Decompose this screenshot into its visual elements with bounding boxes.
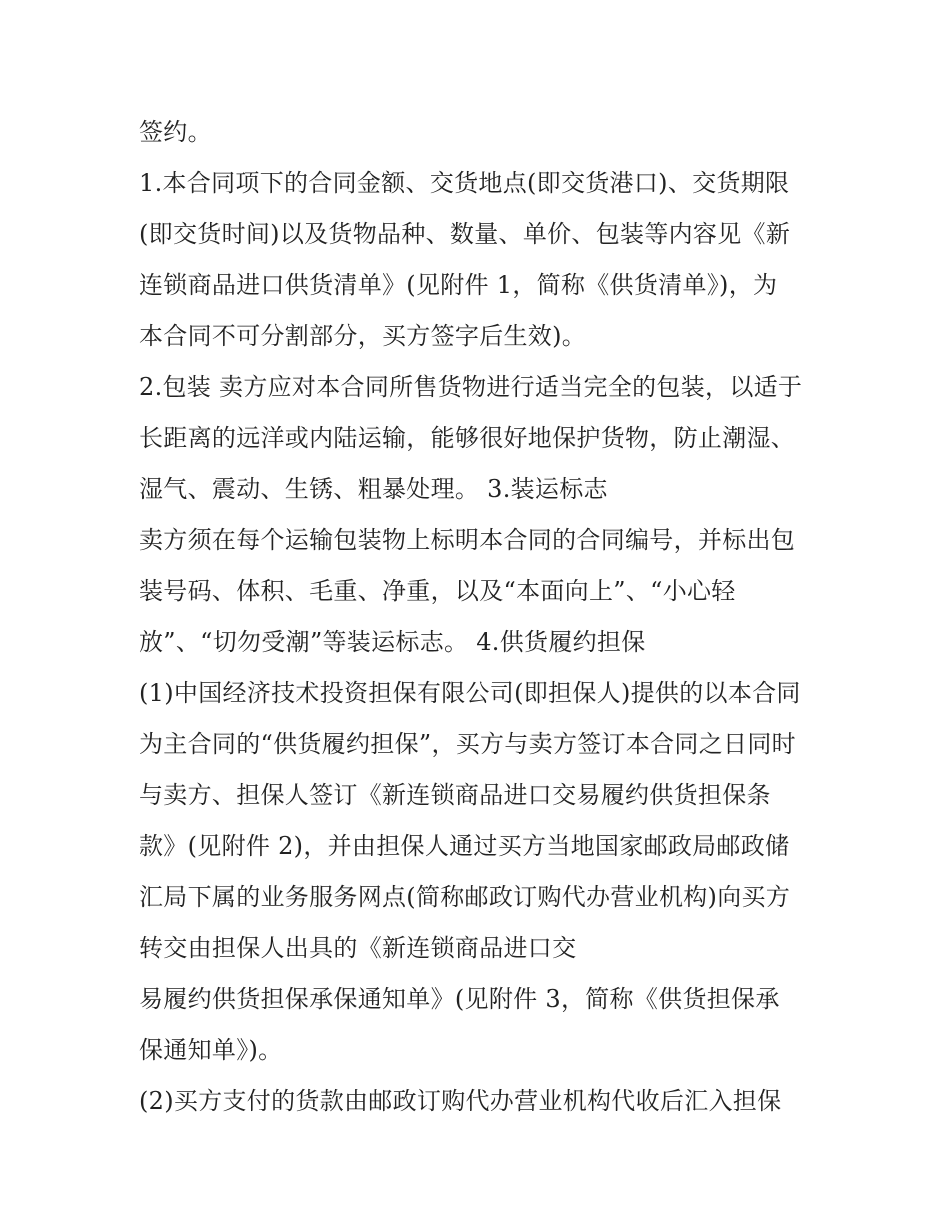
text-line: (1)中国经济技术投资担保有限公司(即担保人)提供的以本合同	[139, 679, 801, 707]
text-line: 1.本合同项下的合同金额、交货地点(即交货港口)、交货期限	[139, 169, 790, 197]
text-line: 汇局下属的业务服务网点(简称邮政订购代办营业机构)向买方	[139, 883, 791, 911]
contract-body-text	[139, 107, 829, 1127]
text-line: 连锁商品进口供货清单》(见附件 1，简称《供货清单》)，为	[139, 271, 778, 299]
text-line: 装号码、体积、毛重、净重，以及“本面向上”、“小心轻	[139, 577, 736, 605]
text-line: 款》(见附件 2)，并由担保人通过买方当地国家邮政局邮政储	[139, 832, 790, 860]
text-line: 转交由担保人出具的《新连锁商品进口交	[139, 934, 577, 962]
text-line: 湿气、震动、生锈、粗暴处理。 3.装运标志	[139, 475, 608, 503]
text-line: 与卖方、担保人签订《新连锁商品进口交易履约供货担保条	[139, 781, 771, 809]
text-line: (2)买方支付的货款由邮政订购代办营业机构代收后汇入担保	[139, 1087, 782, 1115]
text-line: 卖方须在每个运输包装物上标明本合同的合同编号，并标出包	[139, 526, 796, 554]
text-line: 长距离的远洋或内陆运输，能够很好地保护货物，防止潮湿、	[139, 424, 796, 452]
text-line: 放”、“切勿受潮”等装运标志。 4.供货履约担保	[139, 628, 646, 656]
text-line: 2.包装 卖方应对本合同所售货物进行适当完全的包装，以适于	[139, 373, 803, 401]
text-line: 为主合同的“供货履约担保”，买方与卖方签订本合同之日同时	[139, 730, 796, 758]
text-line: 易履约供货担保承保通知单》(见附件 3，简称《供货担保承	[139, 985, 780, 1013]
text-line: 保通知单》)。	[139, 1036, 283, 1064]
text-line: (即交货时间)以及货物品种、数量、单价、包装等内容见《新	[139, 220, 791, 248]
text-line: 签约。	[139, 118, 212, 146]
text-line: 本合同不可分割部分，买方签字后生效)。	[139, 322, 587, 350]
